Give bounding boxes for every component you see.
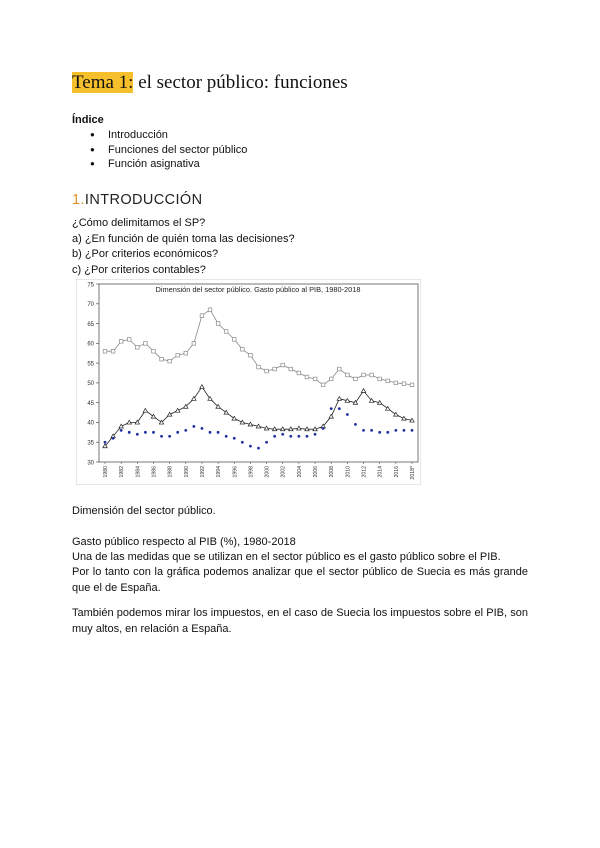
data-point	[144, 431, 147, 434]
x-tick-label: 1994	[216, 466, 223, 478]
chart-svg	[76, 279, 421, 485]
figure-subcaption: Gasto público respecto al PIB (%), 1980-2018	[72, 536, 296, 548]
data-point	[208, 308, 212, 312]
data-point	[313, 377, 317, 381]
data-point	[346, 413, 349, 416]
data-point	[378, 377, 382, 381]
data-point	[160, 357, 164, 361]
x-tick-label: 1996	[232, 466, 239, 478]
data-point	[184, 429, 187, 432]
data-point	[386, 431, 389, 434]
x-tick-label: 2010	[345, 466, 352, 478]
x-tick-label: 1986	[151, 466, 158, 478]
data-point	[403, 429, 406, 432]
data-point	[225, 435, 228, 438]
data-point	[136, 345, 140, 349]
data-point	[136, 433, 139, 436]
x-tick-label: 2002	[280, 466, 287, 478]
data-point	[305, 375, 309, 379]
x-tick-label: 1982	[119, 466, 126, 478]
x-tick-label: 1988	[167, 466, 174, 478]
data-point	[257, 447, 260, 450]
x-tick-label: 2006	[313, 466, 320, 478]
data-point	[160, 435, 163, 438]
title-rest: el sector público: funciones	[133, 72, 348, 93]
data-point	[104, 441, 107, 444]
y-tick-label: 35	[87, 440, 94, 447]
data-point	[120, 429, 123, 432]
data-point	[314, 433, 317, 436]
data-point	[306, 435, 309, 438]
figure-caption: Dimensión del sector público.	[72, 505, 216, 517]
questions-block	[72, 216, 295, 278]
data-point	[362, 373, 366, 377]
data-point	[216, 322, 220, 326]
data-point	[329, 377, 333, 381]
data-point	[265, 441, 268, 444]
x-tick-label: 2000	[264, 466, 271, 478]
section-heading	[72, 192, 202, 208]
data-point	[168, 359, 172, 363]
data-point	[370, 429, 373, 432]
data-point	[257, 365, 261, 369]
data-point	[152, 431, 155, 434]
y-tick-label: 50	[87, 381, 94, 388]
data-point	[144, 342, 148, 346]
x-tick-label: 1980	[103, 466, 109, 478]
data-point	[402, 382, 406, 386]
index-item: ● Funciones del sector público	[88, 143, 247, 158]
data-point	[378, 431, 381, 434]
data-point	[233, 437, 236, 440]
question-line: ¿Cómo delimitamos el SP?	[72, 217, 206, 229]
x-tick-label: 2008	[329, 466, 336, 478]
data-point	[168, 435, 171, 438]
data-point	[289, 435, 292, 438]
question-line: c) ¿Por criterios contables?	[72, 263, 206, 276]
x-tick-label: 1984	[135, 466, 142, 478]
data-point	[297, 435, 300, 438]
data-point	[201, 427, 204, 430]
data-point	[273, 367, 277, 371]
data-point	[192, 342, 196, 346]
data-point	[370, 373, 374, 377]
paragraph-line: Por lo tanto con la gráfica podemos analizar que el sector público de Suecia es más grande que el de España.	[72, 566, 528, 594]
data-point	[362, 429, 365, 432]
data-point	[241, 441, 244, 444]
index-item: ● Función asignativa	[88, 157, 247, 172]
data-point	[354, 377, 358, 381]
data-point	[112, 437, 115, 440]
x-tick-label: 2014	[377, 466, 384, 478]
x-tick-label: 2012	[361, 466, 368, 478]
y-tick-label: 60	[87, 341, 94, 348]
section-title: INTRODUCCIÓN	[84, 192, 203, 208]
data-point	[410, 383, 414, 387]
data-point	[103, 349, 107, 353]
data-point	[330, 407, 333, 410]
x-tick-label: 1990	[183, 466, 190, 478]
data-point	[128, 431, 131, 434]
x-tick-label: 1998	[248, 466, 255, 478]
y-tick-label: 30	[87, 460, 94, 467]
data-point	[354, 423, 357, 426]
data-point	[241, 347, 245, 351]
y-tick-label: 65	[87, 321, 94, 328]
index-item: ● Introducción	[88, 128, 247, 143]
data-point	[200, 314, 204, 318]
data-point	[386, 379, 390, 383]
data-point	[321, 383, 325, 387]
data-point	[192, 425, 195, 428]
data-point	[281, 363, 285, 367]
data-point	[394, 429, 397, 432]
data-point	[297, 371, 301, 375]
data-point	[176, 431, 179, 434]
y-tick-label: 55	[87, 361, 94, 368]
question-line: a) ¿En función de quién toma las decisiones?	[72, 232, 295, 245]
index-label: Índice	[72, 114, 104, 126]
y-tick-label: 40	[87, 420, 94, 427]
y-tick-label: 70	[87, 302, 94, 309]
title-highlight: Tema 1:	[72, 72, 134, 93]
data-point	[337, 367, 341, 371]
data-point	[127, 338, 131, 342]
section-number: 1.	[72, 192, 85, 208]
data-point	[209, 431, 212, 434]
data-point	[322, 427, 325, 430]
data-point	[249, 353, 253, 357]
index-list	[88, 128, 247, 172]
data-point	[394, 381, 398, 385]
data-point	[338, 407, 341, 410]
data-point	[217, 431, 220, 434]
y-tick-label: 75	[87, 282, 94, 289]
y-tick-label: 45	[87, 400, 94, 407]
chart-figure	[76, 279, 421, 485]
data-point	[111, 349, 115, 353]
x-tick-label: 2018*	[410, 466, 416, 480]
paragraph-tax: También podemos mirar los impuestos, en el caso de Suecia los impuestos sobre el PIB, son muy altos, en relación a España.	[72, 607, 528, 635]
data-point	[119, 340, 123, 344]
data-point	[232, 338, 236, 342]
data-point	[346, 373, 350, 377]
x-tick-label: 1992	[199, 466, 206, 478]
data-point	[411, 429, 414, 432]
data-point	[184, 351, 188, 355]
data-point	[176, 353, 180, 357]
chart-title: Dimensión del sector público. Gasto público al PIB, 1980-2018	[155, 285, 361, 294]
data-point	[249, 445, 252, 448]
data-point	[273, 435, 276, 438]
data-point	[289, 367, 293, 371]
page-title	[72, 72, 348, 94]
question-line: b) ¿Por criterios económicos?	[72, 248, 219, 260]
data-point	[265, 369, 269, 373]
data-point	[152, 349, 156, 353]
data-point	[224, 330, 228, 334]
data-point	[281, 433, 284, 436]
x-tick-label: 2016	[393, 466, 400, 478]
paragraph-line: Una de las medidas que se utilizan en el sector público es el gasto público sobre el PIB.	[72, 551, 501, 563]
x-tick-label: 2004	[296, 466, 303, 478]
